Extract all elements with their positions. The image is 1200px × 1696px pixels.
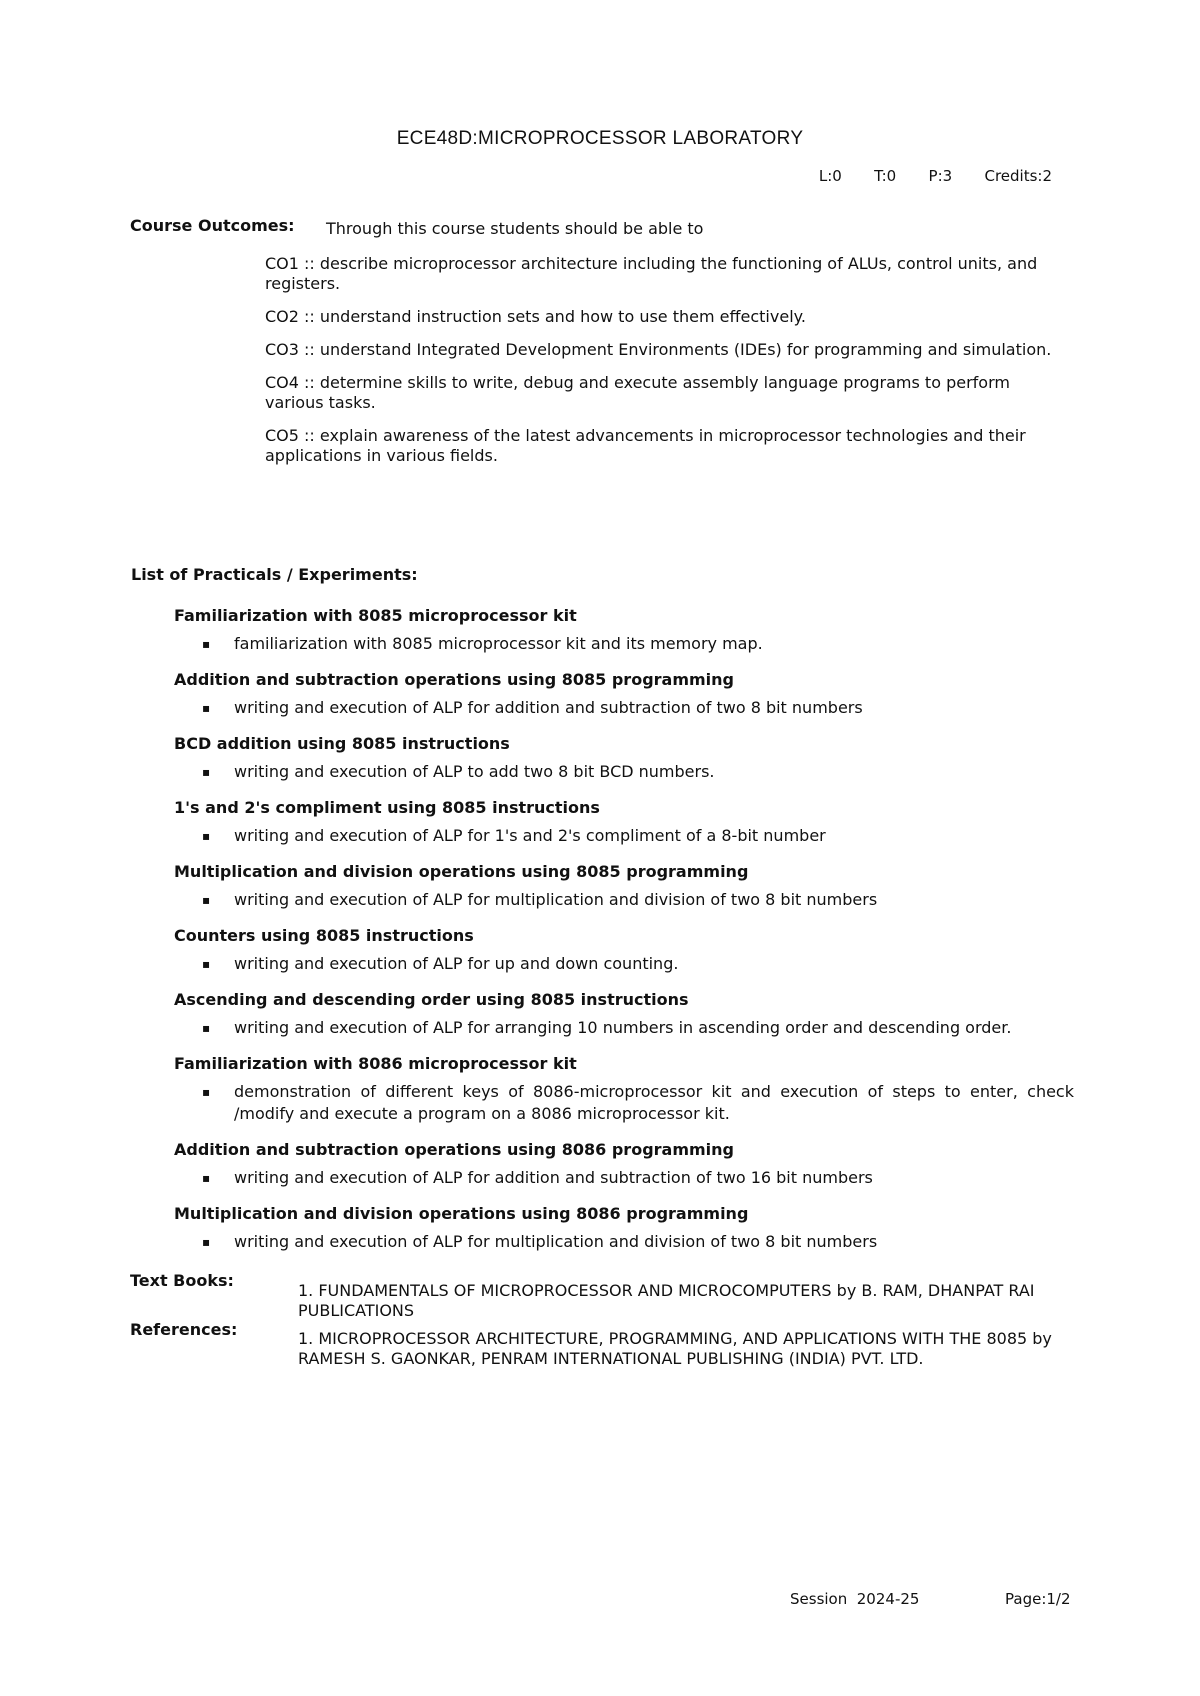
experiment-item	[174, 1053, 1074, 1125]
bullet-icon: ▪	[202, 1235, 211, 1249]
practicals-list	[174, 605, 1074, 1267]
experiment-title: Ascending and descending order using 8085 instructions	[174, 990, 689, 1009]
experiment-title: Addition and subtraction operations using 8086 programming	[174, 1140, 734, 1159]
bullet-icon: ▪	[202, 957, 211, 971]
experiment-title: BCD addition using 8085 instructions	[174, 734, 510, 753]
bullet-icon: ▪	[202, 1021, 211, 1035]
experiment-title: Familiarization with 8086 microprocessor kit	[174, 1054, 577, 1073]
footer-page-number: Page:1/2	[1005, 1590, 1071, 1608]
course-outcomes-list	[265, 254, 1065, 479]
course-outcome-item: CO3 :: understand Integrated Development Environments (IDEs) for programming and simulation.	[265, 340, 1052, 359]
course-outcomes-label: Course Outcomes:	[130, 216, 295, 235]
bullet-icon: ▪	[202, 893, 211, 907]
experiment-title: Multiplication and division operations using 8086 programming	[174, 1204, 749, 1223]
bullet-icon: ▪	[202, 1171, 211, 1185]
experiment-title: Counters using 8085 instructions	[174, 926, 474, 945]
experiment-title: Familiarization with 8085 microprocessor kit	[174, 606, 577, 625]
document-title: ECE48D:MICROPROCESSOR LABORATORY	[396, 128, 804, 149]
bullet-icon: ▪	[202, 637, 211, 651]
bullet-icon: ▪	[202, 1085, 211, 1099]
experiment-item	[174, 989, 1074, 1039]
experiment-detail: ▪ familiarization with 8085 microprocessor kit and its memory map.	[202, 634, 763, 653]
experiment-detail: ▪ writing and execution of ALP for up and down counting.	[202, 954, 679, 973]
experiment-item	[174, 925, 1074, 975]
experiment-detail: ▪ writing and execution of ALP to add two 8 bit BCD numbers.	[202, 762, 715, 781]
experiment-detail: ▪ demonstration of different keys of 8086-microprocessor kit and execution of steps to enter, check /modify and execute a program on a 8086 microprocessor kit.	[202, 1082, 1074, 1123]
experiment-item	[174, 1203, 1074, 1253]
experiment-title: Addition and subtraction operations using 8085 programming	[174, 670, 734, 689]
course-outcome-item: CO2 :: understand instruction sets and how to use them effectively.	[265, 307, 806, 326]
experiment-item	[174, 797, 1074, 847]
experiment-detail: ▪ writing and execution of ALP for 1's and 2's compliment of a 8-bit number	[202, 826, 826, 845]
experiment-detail: ▪ writing and execution of ALP for arranging 10 numbers in ascending order and descending order.	[202, 1018, 1012, 1037]
textbook-item: 1. FUNDAMENTALS OF MICROPROCESSOR AND MICROCOMPUTERS by B. RAM, DHANPAT RAI PUBLICATIONS	[298, 1281, 1035, 1320]
footer-session: Session 2024-25	[790, 1590, 920, 1608]
experiment-item	[174, 1139, 1074, 1189]
experiment-item	[174, 861, 1074, 911]
course-outcomes-intro: Through this course students should be able to	[326, 219, 704, 238]
practicals-label: List of Practicals / Experiments:	[131, 565, 418, 584]
experiment-title: 1's and 2's compliment using 8085 instructions	[174, 798, 600, 817]
experiment-item	[174, 605, 1074, 655]
experiment-item	[174, 669, 1074, 719]
reference-item: 1. MICROPROCESSOR ARCHITECTURE, PROGRAMMING, AND APPLICATIONS WITH THE 8085 by RAMESH S. GAONKAR, PENRAM INTERNATIONAL PUBLISHING (INDIA) PVT. LTD.	[298, 1329, 1052, 1368]
references-label: References:	[130, 1320, 238, 1339]
bullet-icon: ▪	[202, 765, 211, 779]
bullet-icon: ▪	[202, 701, 211, 715]
ltp-credits: L:0 T:0 P:3 Credits:2	[818, 167, 1052, 185]
experiment-detail: ▪ writing and execution of ALP for multiplication and division of two 8 bit numbers	[202, 1232, 878, 1251]
bullet-icon: ▪	[202, 829, 211, 843]
course-outcome-item: CO5 :: explain awareness of the latest advancements in microprocessor technologies and their applications in various fields.	[265, 426, 1026, 465]
experiment-detail: ▪ writing and execution of ALP for multiplication and division of two 8 bit numbers	[202, 890, 878, 909]
experiment-title: Multiplication and division operations using 8085 programming	[174, 862, 749, 881]
experiment-detail: ▪ writing and execution of ALP for addition and subtraction of two 16 bit numbers	[202, 1168, 873, 1187]
course-outcome-item: CO4 :: determine skills to write, debug and execute assembly language programs to perform various tasks.	[265, 373, 1010, 412]
course-outcome-item: CO1 :: describe microprocessor architecture including the functioning of ALUs, control units, and registers.	[265, 254, 1038, 293]
experiment-item	[174, 733, 1074, 783]
experiment-detail: ▪ writing and execution of ALP for addition and subtraction of two 8 bit numbers	[202, 698, 863, 717]
textbooks-label: Text Books:	[130, 1271, 234, 1290]
